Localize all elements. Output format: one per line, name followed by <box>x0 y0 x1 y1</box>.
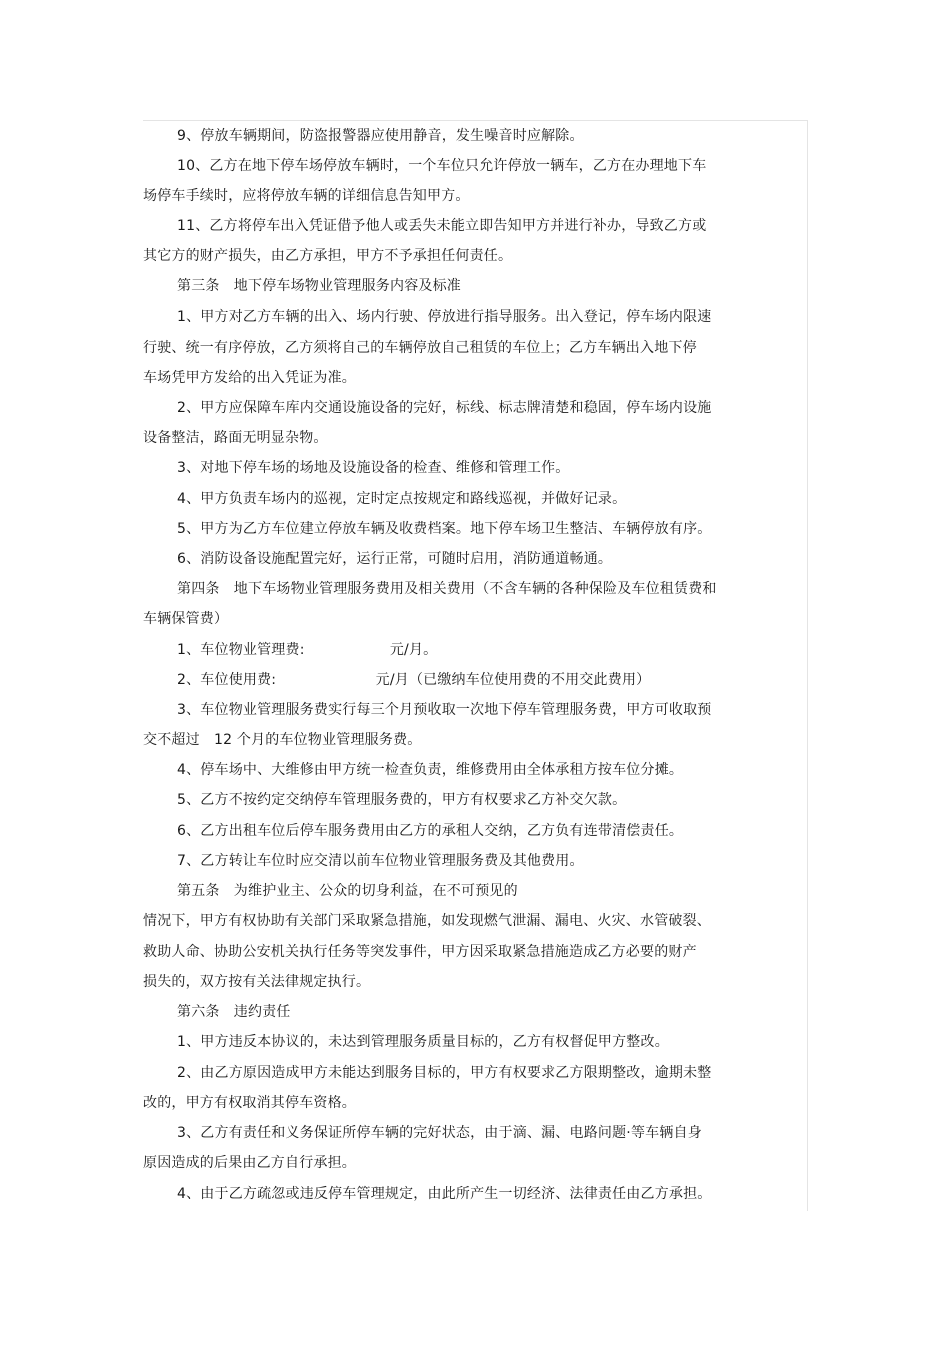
section-heading: 第五条 为维护业主、公众的切身利益，在不可预见的 <box>177 883 518 899</box>
clause-line: 1、甲方对乙方车辆的出入、场内行驶、停放进行指导服务。出入登记，停车场内限速 <box>177 309 712 325</box>
clause-line: 4、甲方负责车场内的巡视，定时定点按规定和路线巡视，并做好记录。 <box>177 491 627 507</box>
clause-line: 情况下，甲方有权协助有关部门采取紧急措施，如发现燃气泄漏、漏电、火灾、水管破裂、 <box>143 913 711 929</box>
clause-line: 4、停车场中、大维修由甲方统一检查负责，维修费用由全体承租方按车位分摊。 <box>177 762 684 778</box>
section-heading: 第四条 地下车场物业管理服务费用及相关费用（不含车辆的各种保险及车位租赁费和 <box>177 581 717 597</box>
clause-line: 救助人命、协助公安机关执行任务等突发事件，甲方因采取紧急措施造成乙方必要的财产 <box>143 944 697 960</box>
clause-line: 其它方的财产损失，由乙方承担，甲方不予承担任何责任。 <box>143 248 513 264</box>
clause-line: 场停车手续时，应将停放车辆的详细信息告知甲方。 <box>143 188 470 204</box>
section-heading: 第六条 违约责任 <box>177 1004 291 1020</box>
clause-line: 9、停放车辆期间，防盗报警器应使用静音，发生噪音时应解除。 <box>177 128 584 144</box>
clause-line: 设备整洁，路面无明显杂物。 <box>143 430 328 446</box>
clause-line: 车场凭甲方发给的出入凭证为准。 <box>143 370 356 386</box>
clause-line: 改的，甲方有权取消其停车资格。 <box>143 1095 356 1111</box>
clause-line: 3、乙方有责任和义务保证所停车辆的完好状态，由于滴、漏、电路问题·等车辆自身 <box>177 1125 702 1141</box>
clause-line: 损失的，双方按有关法律规定执行。 <box>143 974 371 990</box>
clause-line: 4、由于乙方疏忽或违反停车管理规定，由此所产生一切经济、法律责任由乙方承担。 <box>177 1186 712 1202</box>
clause-line: 6、乙方出租车位后停车服务费用由乙方的承租人交纳，乙方负有连带清偿责任。 <box>177 823 684 839</box>
clause-line: 2、车位使用费: 元/月（已缴纳车位使用费的不用交此费用） <box>177 672 651 688</box>
clause-line: 原因造成的后果由乙方自行承担。 <box>143 1155 356 1171</box>
clause-line: 1、甲方违反本协议的，未达到管理服务质量目标的，乙方有权督促甲方整改。 <box>177 1034 669 1050</box>
clause-line: 交不超过 12 个月的车位物业管理服务费。 <box>143 732 422 748</box>
clause-line: 2、甲方应保障车库内交通设施设备的完好，标线、标志牌清楚和稳固，停车场内设施 <box>177 400 712 416</box>
clause-line: 11、乙方将停车出入凭证借予他人或丢失未能立即告知甲方并进行补办，导致乙方或 <box>177 218 707 234</box>
clause-line: 6、消防设备设施配置完好，运行正常，可随时启用，消防通道畅通。 <box>177 551 613 567</box>
clause-line: 1、车位物业管理费: 元/月。 <box>177 642 438 658</box>
clause-line: 7、乙方转让车位时应交清以前车位物业管理服务费及其他费用。 <box>177 853 584 869</box>
clause-line: 3、车位物业管理服务费实行每三个月预收取一次地下停车管理服务费，甲方可收取预 <box>177 702 712 718</box>
clause-line: 5、乙方不按约定交纳停车管理服务费的，甲方有权要求乙方补交欠款。 <box>177 792 627 808</box>
section-heading: 第三条 地下停车场物业管理服务内容及标准 <box>177 278 461 294</box>
clause-line: 行驶、统一有序停放，乙方须将自己的车辆停放自己租赁的车位上；乙方车辆出入地下停 <box>143 340 697 356</box>
clause-line: 3、对地下停车场的场地及设施设备的检查、维修和管理工作。 <box>177 460 570 476</box>
clause-line: 10、乙方在地下停车场停放车辆时，一个车位只允许停放一辆车，乙方在办理地下车 <box>177 158 707 174</box>
section-heading: 车辆保管费） <box>143 611 229 627</box>
clause-line: 2、由乙方原因造成甲方未能达到服务目标的，甲方有权要求乙方限期整改，逾期未整 <box>177 1065 712 1081</box>
clause-line: 5、甲方为乙方车位建立停放车辆及收费档案。地下停车场卫生整洁、车辆停放有序。 <box>177 521 712 537</box>
